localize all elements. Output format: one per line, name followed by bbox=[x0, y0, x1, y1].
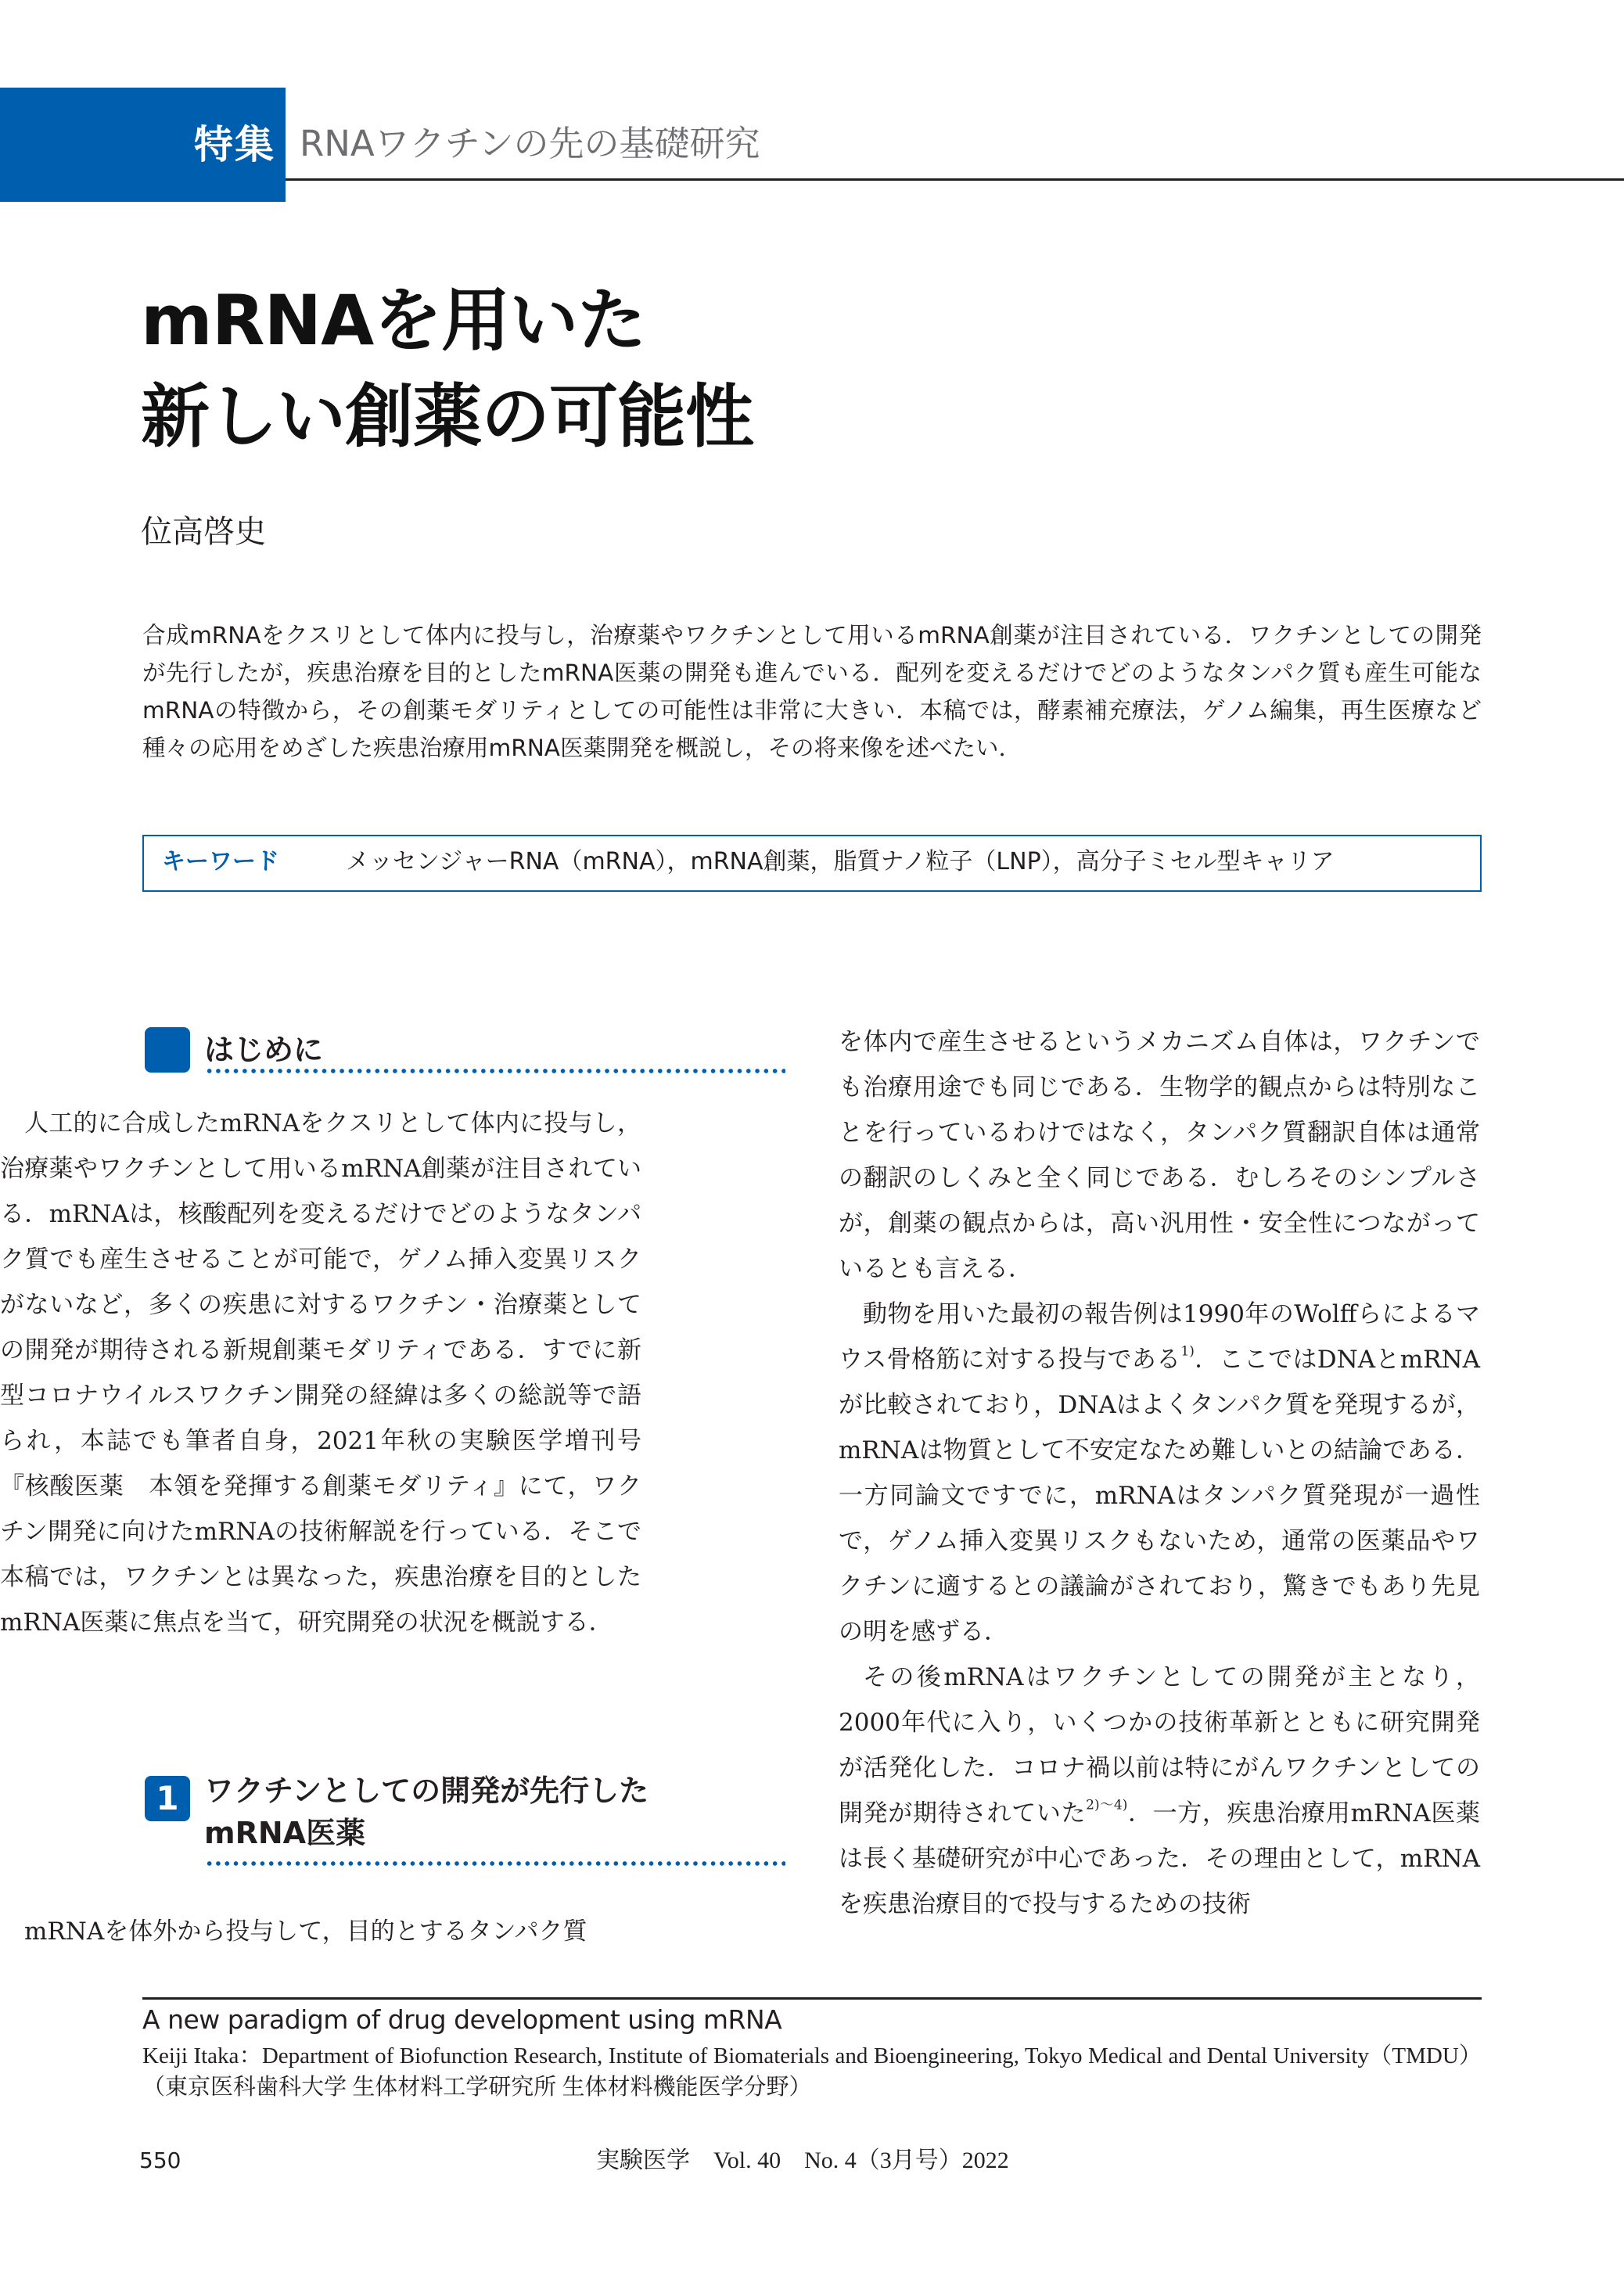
feature-label: 特集 bbox=[194, 122, 275, 167]
abstract: 合成mRNAをクスリとして体内に投与し，治療薬やワクチンとして用いるmRNA創薬が注目されている．ワクチンとしての開発が先行したが，疾患治療を目的としたmRNA医薬の開発も進んでいる．配列を変えるだけでどのようなタンパク質も産生可能なmRNAの特徴から，その創薬モダリティとしての可能性は非常に大きい．本稿では，酵素補充療法，ゲノム編集，再生医療など種々の応用をめざした疾患治療用mRNA医薬開発を概説し，その将来像を述べたい． bbox=[142, 622, 1482, 761]
text: ．一方，疾患治療用mRNA医薬は長く基礎研究が中心であった．その理由として，mRNAを疾患治療目的で投与するための技術 bbox=[839, 1799, 1481, 1918]
author-name: 位高啓史 bbox=[141, 514, 266, 550]
keyword-label: キーワード bbox=[162, 848, 279, 875]
paragraph bbox=[839, 1655, 1480, 1927]
paragraph: 人工的に合成したmRNAをクスリとして体内に投与し，治療薬やワクチンとして用いるmRNA創薬が注目されている．mRNAは，核酸配列を変えるだけでどのようなタンパク質でも産生させることが可能で，ゲノム挿入変異リスクがないなど，多くの疾患に対するワクチン・治療薬としての開発が期待される新規創薬モダリティである．すでに新型コロナウイルスワクチン開発の経緯は多くの総説等で語られ，本誌でも筆者自身，2021年秋の実験医学増刊号『核酸医薬 本領を発揮する創薬モダリティ』にて，ワクチン開発に向けたmRNAの技術解説を行っている．そこで本稿では，ワクチンとは異なった，疾患治療を目的としたmRNA医薬に焦点を当て，研究開発の状況を概説する． bbox=[0, 1109, 641, 1637]
citation-ref: 2)～4) bbox=[1086, 1797, 1128, 1813]
text: その後mRNAはワクチンとしての開発が主となり，2000年代に入り，いくつかの技術革新とともに研究開発が活発化した．コロナ禍以前は特にがんワクチンとしての開発が期待されていた bbox=[839, 1663, 1480, 1828]
section-number-badge: 1 bbox=[145, 1776, 190, 1821]
journal-citation: 実験医学 Vol. 40 No. 4（3月号）2022 bbox=[596, 2147, 1009, 2173]
citation-ref: 1) bbox=[1180, 1343, 1195, 1360]
author-affiliation: Keiji Itaka：Department of Biofunction Research, Institute of Biomaterials and Bioengineering, Tokyo Medical and Dental University（TMDU）（東京医科歯科大学 生体材料工学研究所 生体材料機能医学分野） bbox=[142, 2043, 1482, 2100]
section-title: はじめに bbox=[204, 1033, 324, 1067]
paragraph: を体内で産生させるというメカニズム自体は，ワクチンでも治療用途でも同じである．生物学的観点からは特別なことを行っているわけではなく，タンパク質翻訳自体は通常の翻訳のしくみと全く同じである．むしろそのシンプルさが，創薬の観点からは，高い汎用性・安全性につながっているとも言える． bbox=[839, 1028, 1480, 1283]
dotted-underline bbox=[205, 1069, 785, 1073]
footer-rule bbox=[142, 1997, 1482, 2000]
section-title-line2: mRNA医薬 bbox=[204, 1816, 366, 1850]
section1-paragraph-start bbox=[0, 1909, 641, 1954]
paragraph bbox=[839, 1292, 1480, 1655]
right-column bbox=[839, 1019, 1480, 1927]
paragraph: mRNAを体外から投与して，目的とするタンパク質 bbox=[24, 1917, 587, 1946]
intro-paragraph bbox=[0, 1101, 641, 1645]
text: ．ここではDNAとmRNAが比較されており，DNAはよくタンパク質を発現するが，mRNAは物質として不安定なため難しいとの結論である．一方同論文ですでに，mRNAはタンパク質発現が一過性で，ゲノム挿入変異リスクもないため，通常の医薬品やワクチンに適するとの議論がされており，驚きでもあり先見の明を感ずる． bbox=[839, 1346, 1480, 1646]
section-title bbox=[204, 1770, 649, 1854]
keyword-list: メッセンジャーRNA（mRNA），mRNA創薬，脂質ナノ粒子（LNP），高分子ミセル型キャリア bbox=[346, 848, 1335, 875]
series-title: RNAワクチンの先の基礎研究 bbox=[300, 123, 760, 164]
section-title-line1: ワクチンとしての開発が先行した bbox=[204, 1774, 649, 1808]
dotted-underline bbox=[205, 1861, 785, 1866]
header-rule bbox=[286, 178, 1624, 181]
section-heading-1 bbox=[143, 1770, 785, 1871]
article-title-line1: mRNAを用いた bbox=[141, 280, 646, 361]
page-number: 550 bbox=[139, 2147, 181, 2173]
square-bullet-icon bbox=[145, 1027, 190, 1073]
text: 動物を用いた最初の報告例は1990年のWolffらによるマウス骨格筋に対する投与である bbox=[839, 1300, 1480, 1374]
english-title: A new paradigm of drug development using mRNA bbox=[142, 2004, 782, 2035]
article-title-line2: 新しい創薬の可能性 bbox=[141, 376, 754, 457]
section-heading-intro bbox=[143, 1027, 785, 1082]
